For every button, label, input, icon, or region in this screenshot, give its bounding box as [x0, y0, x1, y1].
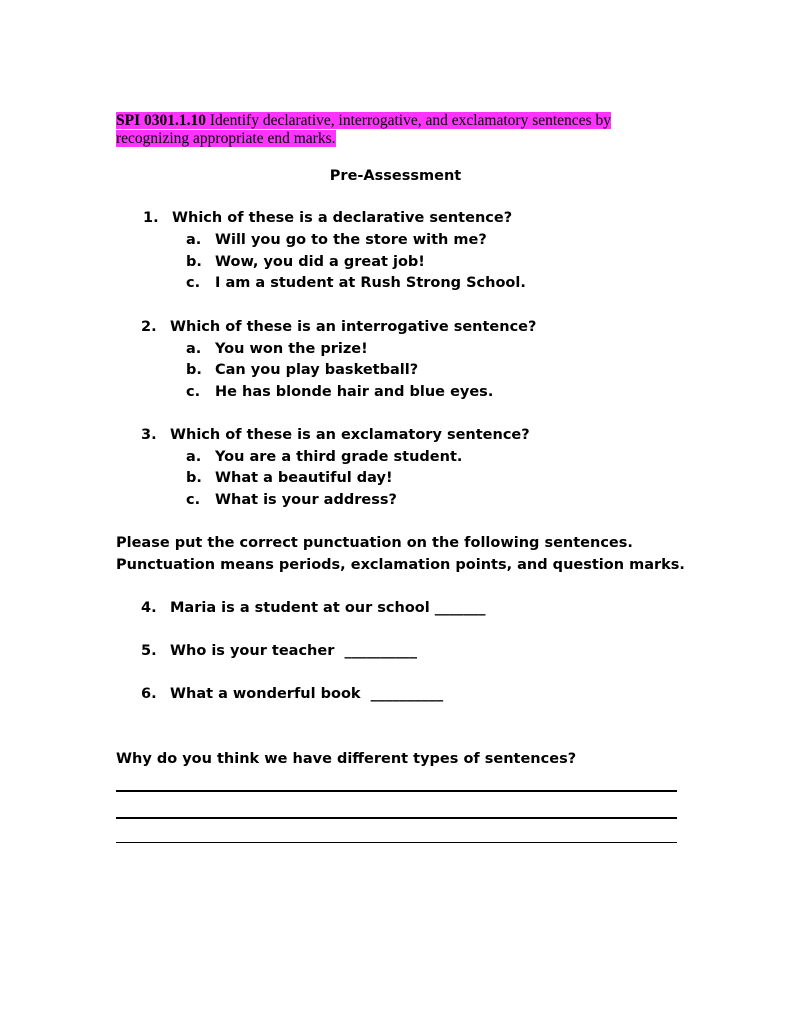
item-number: 6. — [141, 686, 157, 702]
option-letter: a. — [186, 449, 202, 465]
option-text: Will you go to the store with me? — [215, 232, 487, 248]
option-letter: c. — [186, 275, 201, 291]
option-text: I am a student at Rush Strong School. — [215, 275, 526, 291]
question-prompt: Which of these is an interrogative sentence? — [170, 319, 537, 335]
option-letter: c. — [186, 492, 201, 508]
option-text: He has blonde hair and blue eyes. — [215, 384, 494, 400]
question-prompt: Which of these is an exclamatory sentence? — [170, 427, 530, 443]
question-number: 2. — [141, 319, 157, 335]
standard-code: SPI 0301.1.10 — [116, 112, 206, 129]
option-1b — [186, 252, 425, 272]
instruction-line-2: Punctuation means periods, exclamation points, and question marks. — [116, 557, 685, 573]
item-text: What a wonderful book __________ — [170, 686, 444, 702]
answer-line-1[interactable] — [116, 790, 677, 792]
option-text: You won the prize! — [215, 341, 368, 357]
question-number: 1. — [143, 210, 159, 226]
question-2 — [141, 317, 537, 337]
item-number: 4. — [141, 600, 157, 616]
question-number: 3. — [141, 427, 157, 443]
question-3 — [141, 425, 530, 445]
instruction-line-1: Please put the correct punctuation on the following sentences. — [116, 535, 633, 551]
option-2a — [186, 339, 368, 359]
option-text: You are a third grade student. — [215, 449, 463, 465]
option-3c — [186, 490, 397, 510]
question-1 — [143, 208, 513, 228]
standard-header — [116, 112, 636, 148]
option-letter: b. — [186, 470, 202, 486]
option-2c — [186, 382, 494, 402]
option-3b — [186, 468, 393, 488]
standard-description: Identify declarative, interrogative, and exclamatory sentences by recognizing appropriate end marks. — [116, 112, 611, 147]
final-question: Why do you think we have different types of sentences? — [116, 751, 577, 767]
option-letter: b. — [186, 254, 202, 270]
item-number: 5. — [141, 643, 157, 659]
option-letter: a. — [186, 341, 202, 357]
option-1a — [186, 230, 487, 250]
option-text: What a beautiful day! — [215, 470, 393, 486]
punctuation-item-4 — [141, 598, 486, 618]
punctuation-item-5 — [141, 641, 417, 661]
option-text: Can you play basketball? — [215, 362, 419, 378]
option-1c — [186, 273, 526, 293]
option-text: What is your address? — [215, 492, 397, 508]
option-text: Wow, you did a great job! — [215, 254, 425, 270]
option-2b — [186, 360, 419, 380]
page-title: Pre-Assessment — [329, 168, 462, 184]
punctuation-item-6 — [141, 684, 444, 704]
option-letter: b. — [186, 362, 202, 378]
item-text: Maria is a student at our school _______ — [170, 600, 486, 616]
item-text: Who is your teacher __________ — [170, 643, 417, 659]
answer-line-3[interactable] — [116, 842, 677, 843]
option-letter: c. — [186, 384, 201, 400]
question-prompt: Which of these is a declarative sentence? — [172, 210, 513, 226]
option-letter: a. — [186, 232, 202, 248]
option-3a — [186, 447, 463, 467]
answer-line-2[interactable] — [116, 817, 677, 819]
